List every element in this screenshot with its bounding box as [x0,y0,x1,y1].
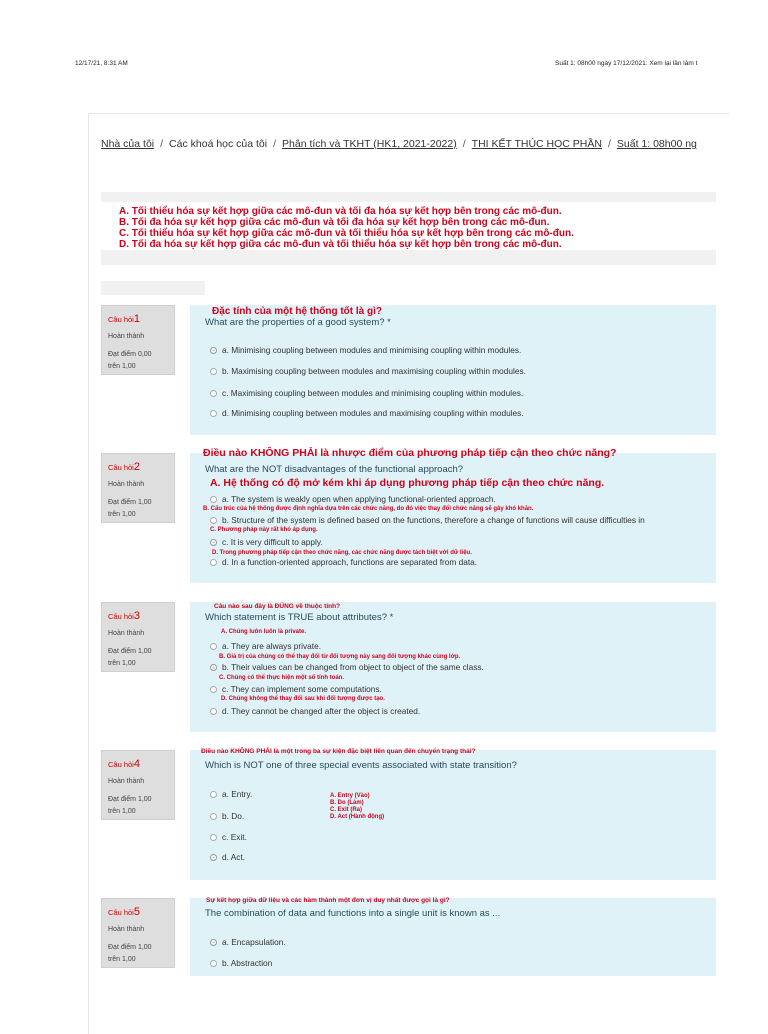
question-status: Hoàn thành [108,926,145,933]
radio-icon[interactable] [210,368,217,375]
answer-translation: C. Chúng có thể thực hiện một số tính toán. [219,675,345,681]
radio-icon[interactable] [210,410,217,417]
question-grade: Đạt điểm 0,00 trên 1,00 [108,351,152,370]
radio-icon[interactable] [210,643,217,650]
radio-selected-icon[interactable] [210,854,217,861]
answer-option[interactable]: d. In a function-oriented approach, functions are separated from data. [210,557,477,567]
question-status: Hoàn thành [108,778,145,785]
radio-icon[interactable] [210,960,217,967]
breadcrumb-session[interactable]: Suất 1: 08h00 ng [616,138,697,150]
answer-option[interactable]: b. Abstraction [210,958,272,968]
radio-icon[interactable] [210,834,217,841]
question-translation: Câu nào sau đây là ĐÚNG về thuộc tính? [214,603,341,610]
question-status: Hoàn thành [108,481,145,488]
question-text: What are the properties of a good system? * [205,317,391,328]
radio-selected-icon[interactable] [210,664,217,671]
print-datetime: 12/17/21, 8:31 AM [75,60,128,67]
summary-band [101,250,716,265]
question-text: Which statement is TRUE about attributes? * [205,612,394,623]
radio-icon[interactable] [210,708,217,715]
answer-option[interactable]: d. They cannot be changed after the object is created. [210,706,420,716]
answer-option[interactable]: b. Structure of the system is defined based on the functions, therefore a change of functions will cause difficulties in [210,515,716,525]
breadcrumb-separator: / [273,138,277,150]
answer-translation: A. Hệ thống có độ mở kém khi áp dụng phương pháp tiếp cận theo chức năng. [210,477,605,489]
question-status: Hoàn thành [108,630,145,637]
summary-translation [119,206,574,250]
answer-translation: B. Cấu trúc của hệ thống được định nghĩa dựa trên các chức năng, do đó việc thay đổi chức năng sẽ gây khó khăn. [203,506,534,512]
answer-option[interactable]: a. They are always private. [210,641,321,651]
question-grade: Đạt điểm 1,00 trên 1,00 [108,944,152,963]
breadcrumb [101,138,716,150]
summary-line: A. Tối thiểu hóa sự kết hợp giữa các mô-đun và tối đa hóa sự kết hợp bên trong các mô-đun. [119,206,562,217]
answer-translation: D. Chúng không thể thay đổi sau khi đối tượng được tạo. [221,696,385,702]
radio-selected-icon[interactable] [210,347,217,354]
radio-icon[interactable] [210,496,217,503]
question-info-5 [101,898,175,968]
radio-icon[interactable] [210,813,217,820]
question-info-1 [101,305,175,375]
print-page-title: Suất 1: 08h00 ngày 17/12/2021: Xem lại lần làm t [555,60,698,67]
radio-icon[interactable] [210,390,217,397]
answer-option[interactable]: c. They can implement some computations. [210,684,382,694]
answer-translation-list: A. Entry (Vào) B. Do (Làm) C. Exit (Ra) D. Act (Hành động) [330,793,385,820]
breadcrumb-separator: / [462,138,466,150]
question-number: Câu hỏi5 [108,906,140,918]
answer-translation: A. Chúng luôn luôn là private. [221,629,306,635]
breadcrumb-home[interactable]: Nhà của tôi [101,138,155,150]
question-number: Câu hỏi1 [108,313,140,325]
question-grade: Đạt điểm 1,00 trên 1,00 [108,648,152,667]
answer-translation: D. Trong phương pháp tiếp cận theo chức năng, các chức năng được tách biệt với dữ liệu. [212,550,472,556]
answer-option[interactable]: b. Their values can be changed from object to object of the same class. [210,662,484,672]
question-status: Hoàn thành [108,333,145,340]
question-number: Câu hỏi3 [108,610,140,622]
answer-option[interactable]: d. Act. [210,852,245,862]
answer-option[interactable]: b. Do. [210,811,244,821]
answer-option[interactable]: a. Minimising coupling between modules and minimising coupling within modules. [210,345,521,355]
answer-option[interactable]: b. Maximising coupling between modules and maximising coupling within modules. [210,366,526,376]
breadcrumb-my-courses[interactable]: Các khoá học của tôi [169,138,268,150]
summary-line: C. Tối thiểu hóa sự kết hợp giữa các mô-đun và tối thiểu hóa sự kết hợp bên trong các mô-đun. [119,228,574,239]
question-text: Which is NOT one of three special events associated with state transition? [205,760,517,771]
radio-icon[interactable] [210,791,217,798]
answer-option[interactable]: c. Maximising coupling between modules and minimising coupling within modules. [210,388,523,398]
question-text: What are the NOT disadvantages of the functional approach? [205,464,464,475]
question-info-3 [101,602,175,672]
answer-translation: B. Giá trị của chúng có thể thay đổi từ đối tượng này sang đối tượng khác cùng lớp. [219,654,461,660]
question-translation: Điều nào KHÔNG PHẢI là một trong ba sự kiện đặc biệt liên quan đến chuyển trạng thái? [201,748,476,755]
breadcrumb-exam[interactable]: THI KẾT THÚC HỌC PHẦN [471,138,602,150]
answer-option[interactable]: a. The system is weakly open when applying functional-oriented approach. [210,494,496,504]
question-translation: Sự kết hợp giữa dữ liệu và các hàm thành một đơn vị duy nhất được gọi là gì? [206,897,450,904]
answer-option[interactable]: a. Encapsulation. [210,937,286,947]
summary-band [101,281,205,295]
summary-line: D. Tối đa hóa sự kết hợp giữa các mô-đun và tối thiểu hóa sự kết hợp bên trong các mô-đun. [119,239,562,250]
question-translation: Điều nào KHÔNG PHẢI là nhược điểm của phương pháp tiếp cận theo chức năng? [203,447,617,459]
question-number: Câu hỏi2 [108,461,140,473]
radio-selected-icon[interactable] [210,539,217,546]
radio-icon[interactable] [210,517,217,524]
breadcrumb-separator: / [160,138,164,150]
breadcrumb-separator: / [607,138,611,150]
question-text: The combination of data and functions into a single unit is known as ... [205,908,501,919]
summary-band [101,192,716,202]
answer-option[interactable]: c. Exit. [210,832,247,842]
radio-icon[interactable] [210,559,217,566]
question-info-2 [101,453,175,523]
question-info-4 [101,750,175,820]
question-grade: Đạt điểm 1,00 trên 1,00 [108,499,152,518]
summary-line: B. Tối đa hóa sự kết hợp giữa các mô-đun và tối đa hóa sự kết hợp bên trong các mô-đun. [119,217,550,228]
question-grade: Đạt điểm 1,00 trên 1,00 [108,796,152,815]
answer-translation: C. Phương pháp này rất khó áp dụng. [210,527,318,533]
radio-selected-icon[interactable] [210,939,217,946]
question-translation: Đặc tính của một hệ thống tốt là gì? [212,306,382,317]
answer-option[interactable]: a. Entry. [210,789,252,799]
question-number: Câu hỏi4 [108,758,140,770]
answer-option[interactable]: c. It is very difficult to apply. [210,537,323,547]
breadcrumb-course[interactable]: Phân tích và TKHT (HK1, 2021-2022) [282,138,457,150]
radio-icon[interactable] [210,686,217,693]
answer-option[interactable]: d. Minimising coupling between modules and maximising coupling within modules. [210,408,524,418]
